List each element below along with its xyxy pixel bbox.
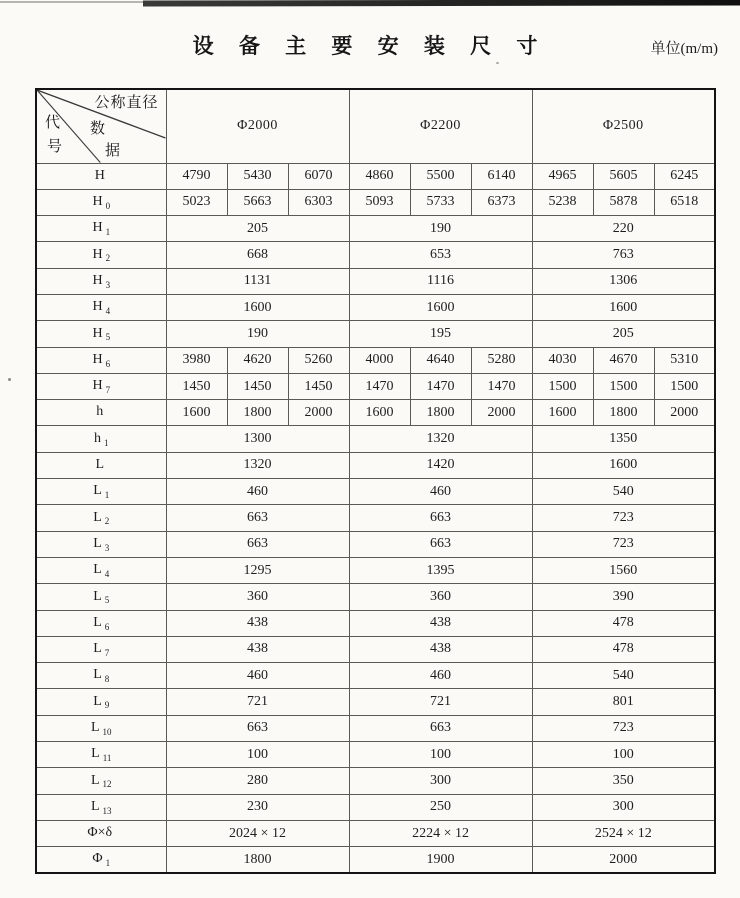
value-cell: 1600: [166, 400, 227, 426]
value-cell: 721: [166, 689, 349, 715]
value-cell: 460: [166, 663, 349, 689]
row-label-subscript: 12: [102, 779, 112, 790]
value-cell: 4860: [349, 163, 410, 189]
scan-artifact-dark: [143, 0, 740, 7]
row-label: [36, 531, 166, 557]
row-label-subscript: 4: [105, 306, 111, 317]
row-label-subscript: 10: [102, 726, 112, 737]
row-label: [36, 400, 166, 426]
value-cell: 190: [349, 216, 532, 242]
value-cell: 1800: [410, 400, 471, 426]
value-cell: 6373: [471, 189, 532, 215]
value-cell: 300: [532, 794, 715, 820]
row-label: [36, 663, 166, 689]
value-cell: 4670: [593, 347, 654, 373]
value-cell: 5310: [654, 347, 715, 373]
table-row: [36, 847, 715, 873]
value-cell: 1600: [532, 400, 593, 426]
value-cell: 4000: [349, 347, 410, 373]
row-label-subscript: 5: [105, 332, 111, 343]
value-cell: 663: [166, 715, 349, 741]
row-label-subscript: 8: [104, 674, 110, 685]
row-label: [36, 715, 166, 741]
table-row: [36, 347, 715, 373]
value-cell: 1560: [532, 557, 715, 583]
row-label: [36, 268, 166, 294]
value-cell: 5733: [410, 189, 471, 215]
value-cell: 250: [349, 794, 532, 820]
dimensions-table: [35, 88, 716, 874]
row-label: [36, 847, 166, 873]
value-cell: 190: [166, 321, 349, 347]
table-row: [36, 610, 715, 636]
value-cell: 2000: [471, 400, 532, 426]
corner-label-code-upper: 代: [45, 115, 61, 131]
value-cell: 2524 × 12: [532, 820, 715, 846]
row-label-base: H: [92, 272, 103, 288]
value-cell: 4965: [532, 163, 593, 189]
value-cell: 478: [532, 610, 715, 636]
value-cell: 663: [166, 531, 349, 557]
row-label-base: H: [92, 378, 103, 394]
table-row: [36, 794, 715, 820]
value-cell: 6070: [288, 163, 349, 189]
row-label: [36, 505, 166, 531]
value-cell: 195: [349, 321, 532, 347]
value-cell: 5260: [288, 347, 349, 373]
corner-label-data-lower: 据: [105, 143, 121, 159]
value-cell: 723: [532, 531, 715, 557]
corner-label-code-lower: 号: [47, 139, 63, 155]
value-cell: 1116: [349, 268, 532, 294]
row-label: [36, 347, 166, 373]
row-label-subscript: 0: [105, 200, 111, 211]
value-cell: 801: [532, 689, 715, 715]
value-cell: 1600: [532, 452, 715, 478]
value-cell: 1350: [532, 426, 715, 452]
value-cell: 1450: [288, 373, 349, 399]
value-cell: 100: [532, 742, 715, 768]
value-cell: 1600: [532, 294, 715, 320]
value-cell: 1131: [166, 268, 349, 294]
row-label-base: H: [94, 167, 105, 183]
value-cell: 2000: [532, 847, 715, 873]
value-cell: 360: [349, 584, 532, 610]
table-row: [36, 663, 715, 689]
value-cell: 1306: [532, 268, 715, 294]
value-cell: 205: [166, 216, 349, 242]
value-cell: 5663: [227, 189, 288, 215]
row-label-base: H: [92, 351, 103, 367]
row-label: [36, 794, 166, 820]
value-cell: 438: [166, 610, 349, 636]
value-cell: 6518: [654, 189, 715, 215]
row-label-subscript: 9: [104, 700, 110, 711]
row-label-subscript: 5: [104, 595, 110, 606]
row-label: [36, 742, 166, 768]
value-cell: 1320: [349, 426, 532, 452]
table-row: [36, 373, 715, 399]
value-cell: 5023: [166, 189, 227, 215]
value-cell: 2224 × 12: [349, 820, 532, 846]
row-label-subscript: 7: [104, 647, 110, 658]
row-label-base: h: [96, 404, 104, 420]
value-cell: 300: [349, 768, 532, 794]
row-label-subscript: 11: [102, 753, 112, 764]
row-label-base: L: [93, 693, 102, 709]
row-label-base: H: [92, 246, 103, 262]
row-label-base: H: [92, 194, 103, 210]
row-label-base: L: [93, 588, 102, 604]
page-title: 设 备 主 要 安 装 尺 寸: [192, 34, 548, 58]
row-label: [36, 584, 166, 610]
row-label: [36, 426, 166, 452]
scan-speck: [496, 62, 499, 64]
value-cell: 100: [349, 742, 532, 768]
value-cell: 6245: [654, 163, 715, 189]
table-row: [36, 636, 715, 662]
value-cell: 205: [532, 321, 715, 347]
table-row: [36, 242, 715, 268]
value-cell: 763: [532, 242, 715, 268]
value-cell: 460: [349, 663, 532, 689]
value-cell: 1395: [349, 557, 532, 583]
row-label: [36, 163, 166, 189]
value-cell: 2024 × 12: [166, 820, 349, 846]
row-label-base: L: [93, 483, 102, 499]
value-cell: 438: [349, 610, 532, 636]
row-label-base: L: [93, 509, 102, 525]
value-cell: 1500: [532, 373, 593, 399]
row-label-subscript: 4: [104, 569, 110, 579]
value-cell: 460: [166, 479, 349, 505]
value-cell: 4620: [227, 347, 288, 373]
row-label-base: h: [94, 430, 101, 446]
row-label-subscript: 6: [105, 358, 111, 369]
row-label: [36, 820, 166, 846]
value-cell: 1500: [593, 373, 654, 399]
value-cell: 1470: [410, 373, 471, 399]
column-group-phi2500: Φ2500: [532, 89, 715, 163]
value-cell: 460: [349, 479, 532, 505]
value-cell: 5500: [410, 163, 471, 189]
value-cell: 1600: [349, 294, 532, 320]
table-row: [36, 689, 715, 715]
diagonal-header-cell: [36, 89, 166, 163]
value-cell: 438: [166, 636, 349, 662]
table-row: [36, 189, 715, 215]
value-cell: 663: [349, 531, 532, 557]
value-cell: 540: [532, 663, 715, 689]
value-cell: 723: [532, 715, 715, 741]
table-row: [36, 163, 715, 189]
corner-label-data-upper: 数: [90, 121, 106, 137]
value-cell: 5093: [349, 189, 410, 215]
value-cell: 1800: [593, 400, 654, 426]
value-cell: 1800: [166, 847, 349, 873]
table-row: [36, 820, 715, 846]
row-label-base: L: [90, 772, 100, 788]
table-row: [36, 715, 715, 741]
value-cell: 1420: [349, 452, 532, 478]
value-cell: 360: [166, 584, 349, 610]
value-cell: 723: [532, 505, 715, 531]
value-cell: 6140: [471, 163, 532, 189]
row-label: [36, 479, 166, 505]
row-label: [36, 452, 166, 478]
row-label: [36, 216, 166, 242]
row-label-base: L: [93, 535, 102, 551]
row-label-subscript: 13: [102, 805, 112, 816]
value-cell: 4790: [166, 163, 227, 189]
header-row: [36, 89, 715, 163]
scan-speck: [8, 378, 11, 381]
value-cell: 663: [349, 715, 532, 741]
value-cell: 5430: [227, 163, 288, 189]
value-cell: 653: [349, 242, 532, 268]
value-cell: 438: [349, 636, 532, 662]
value-cell: 5238: [532, 189, 593, 215]
row-label-base: L: [93, 667, 102, 683]
table-body: [36, 163, 715, 873]
row-label: [36, 189, 166, 215]
row-label-base: L: [93, 614, 102, 630]
table-row: [36, 479, 715, 505]
row-label-subscript: 6: [104, 621, 110, 632]
value-cell: 5605: [593, 163, 654, 189]
value-cell: 2000: [654, 400, 715, 426]
table-row: [36, 452, 715, 478]
table-row: [36, 294, 715, 320]
row-label-base: H: [92, 299, 103, 315]
value-cell: 478: [532, 636, 715, 662]
row-label-subscript: 1: [105, 858, 111, 869]
table-row: [36, 400, 715, 426]
row-label: [36, 557, 166, 583]
column-group-phi2200: Φ2200: [349, 89, 532, 163]
value-cell: 5280: [471, 347, 532, 373]
value-cell: 1800: [227, 400, 288, 426]
row-label-subscript: 3: [104, 542, 110, 553]
table-row: [36, 531, 715, 557]
row-label-subscript: 2: [105, 253, 111, 264]
table-row: [36, 321, 715, 347]
table-row: [36, 505, 715, 531]
value-cell: 220: [532, 216, 715, 242]
row-label: [36, 689, 166, 715]
row-label: [36, 242, 166, 268]
table-row: [36, 426, 715, 452]
row-label-subscript: 2: [104, 516, 110, 527]
value-cell: 5878: [593, 189, 654, 215]
row-label-base: L: [90, 719, 100, 735]
row-label-base: L: [95, 457, 105, 473]
table-row: [36, 768, 715, 794]
table-row: [36, 584, 715, 610]
row-label-base: H: [92, 325, 103, 341]
value-cell: 1450: [166, 373, 227, 399]
value-cell: 4030: [532, 347, 593, 373]
table-row: [36, 216, 715, 242]
row-label-base: Φ: [92, 851, 103, 867]
row-label: [36, 373, 166, 399]
row-label-base: L: [93, 562, 102, 578]
scan-artifact-light: [0, 1, 145, 3]
corner-label-nominal-diameter: 公称直径: [94, 95, 159, 111]
row-label-base: Φ×δ: [87, 825, 113, 841]
value-cell: 668: [166, 242, 349, 268]
row-label-base: H: [92, 220, 103, 236]
table-row: [36, 268, 715, 294]
row-label-base: L: [91, 746, 100, 762]
value-cell: 1900: [349, 847, 532, 873]
value-cell: 663: [166, 505, 349, 531]
value-cell: 230: [166, 794, 349, 820]
table-row: [36, 557, 715, 583]
row-label-subscript: 1: [105, 227, 111, 238]
value-cell: 100: [166, 742, 349, 768]
unit-label: 单位(m/m): [650, 41, 718, 57]
row-label-base: L: [90, 798, 100, 814]
row-label-subscript: 7: [105, 384, 111, 395]
value-cell: 1470: [471, 373, 532, 399]
value-cell: 3980: [166, 347, 227, 373]
table-row: [36, 742, 715, 768]
row-label-base: L: [93, 641, 102, 657]
row-label-subscript: 1: [104, 437, 109, 448]
value-cell: 1295: [166, 557, 349, 583]
value-cell: 1450: [227, 373, 288, 399]
column-group-phi2000: Φ2000: [166, 89, 349, 163]
row-label-subscript: 1: [104, 490, 110, 501]
value-cell: 2000: [288, 400, 349, 426]
value-cell: 721: [349, 689, 532, 715]
value-cell: 390: [532, 584, 715, 610]
row-label: [36, 636, 166, 662]
row-label: [36, 768, 166, 794]
value-cell: 350: [532, 768, 715, 794]
row-label-subscript: 3: [105, 279, 111, 290]
value-cell: 1600: [166, 294, 349, 320]
value-cell: 6303: [288, 189, 349, 215]
value-cell: 540: [532, 479, 715, 505]
value-cell: 1320: [166, 452, 349, 478]
value-cell: 1470: [349, 373, 410, 399]
row-label: [36, 610, 166, 636]
value-cell: 280: [166, 768, 349, 794]
value-cell: 663: [349, 505, 532, 531]
row-label: [36, 321, 166, 347]
row-label: [36, 294, 166, 320]
value-cell: 1500: [654, 373, 715, 399]
value-cell: 4640: [410, 347, 471, 373]
value-cell: 1300: [166, 426, 349, 452]
value-cell: 1600: [349, 400, 410, 426]
